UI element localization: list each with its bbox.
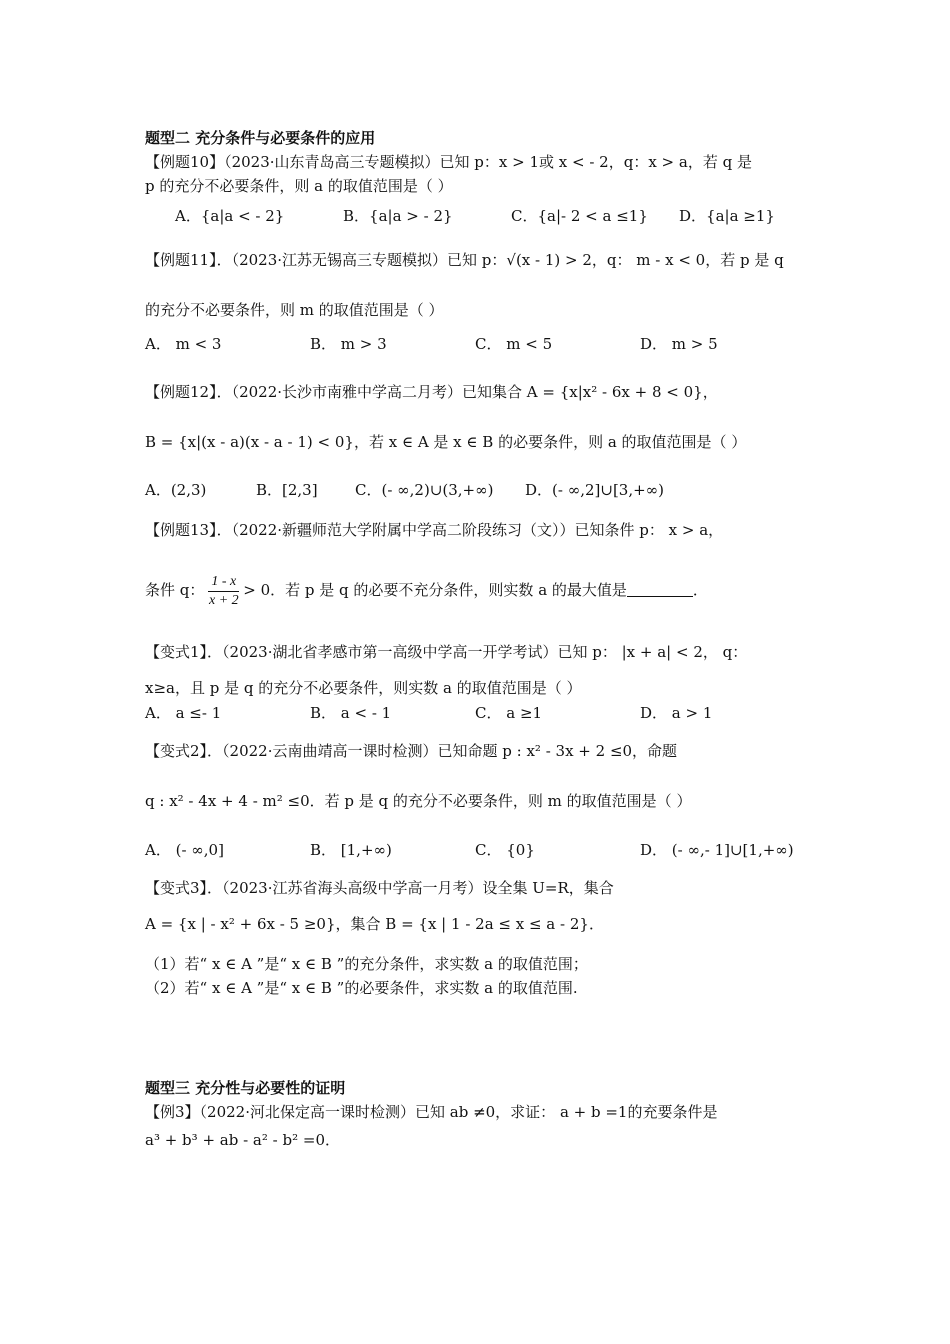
variant-2-option-c: C． {0} <box>475 841 535 859</box>
example-11-option-b: B． m > 3 <box>310 335 387 353</box>
fraction <box>208 573 239 610</box>
example-12-stem-cont: B = {x|(x - a)(x - a - 1) < 0}，若 x ∈ A 是 x ∈ B 的必要条件，则 a 的取值范围是（ ） <box>145 433 747 451</box>
example-13-question: > 0．若 p 是 q 的必要不充分条件，则实数 a 的最大值是 <box>243 581 627 599</box>
variant-3-stem: 【变式3】．（2023·江苏省海头高级中学高一月考）设全集 U=R，集合 <box>145 879 614 897</box>
example-11-stem: 【例题11】．（2023·江苏无锡高三专题模拟）已知 p：√(x - 1) > 2，q： m - x < 0，若 p 是 q <box>145 251 784 269</box>
variant-1-option-a: A． a ≤- 1 <box>145 704 222 722</box>
example-12-option-d: D．(- ∞,2]∪[3,+∞) <box>525 481 665 499</box>
section-title-2: 题型二 充分条件与必要条件的应用 <box>145 129 376 147</box>
example-10-option-c: C．{a|- 2 < a ≤1} <box>511 207 648 225</box>
example-3-stem: 【例3】（2022·河北保定高一课时检测）已知 ab ≠0，求证： a + b =1的充要条件是 <box>145 1103 718 1121</box>
fraction-denominator: x + 2 <box>208 592 239 608</box>
example-13-stem: 【例题13】．（2022·新疆师范大学附属中学高二阶段练习（文））已知条件 p： x > a， <box>145 521 724 539</box>
variant-3-sets: A = {x | - x² + 6x - 5 ≥0}，集合 B = {x | 1 - 2a ≤ x ≤ a - 2}． <box>145 915 604 933</box>
example-11-option-c: C． m < 5 <box>475 335 553 353</box>
section-title-3: 题型三 充分性与必要性的证明 <box>145 1079 346 1097</box>
example-10-stem: 【例题10】（2023·山东青岛高三专题模拟）已知 p：x > 1或 x < - 2，q：x > a，若 q 是 <box>145 153 752 171</box>
example-11-option-a: A． m < 3 <box>145 335 222 353</box>
example-11-option-d: D． m > 5 <box>640 335 718 353</box>
example-10-option-b: B．{a|a > - 2} <box>343 207 453 225</box>
variant-2-stem: 【变式2】．（2022·云南曲靖高一课时检测）已知命题 p : x² - 3x + 2 ≤0，命题 <box>145 742 678 760</box>
answer-blank <box>627 582 693 597</box>
example-12-option-b: B．[2,3] <box>256 481 318 499</box>
variant-1-stem-cont: x≥a，且 p 是 q 的充分不必要条件，则实数 a 的取值范围是（ ） <box>145 679 582 697</box>
example-10-stem-cont: p 的充分不必要条件，则 a 的取值范围是（ ） <box>145 177 453 195</box>
variant-1-option-d: D． a > 1 <box>640 704 713 722</box>
fraction-numerator: 1 - x <box>208 573 239 592</box>
variant-1-stem: 【变式1】．（2023·湖北省孝感市第一高级中学高一开学考试）已知 p： |x + a| < 2， q： <box>145 643 748 661</box>
variant-3-question-2: （2）若“ x ∈ A ”是“ x ∈ B ”的必要条件，求实数 a 的取值范围. <box>145 979 578 997</box>
variant-2-stem-cont: q : x² - 4x + 4 - m² ≤0．若 p 是 q 的充分不必要条件，则 m 的取值范围是（ ） <box>145 792 692 810</box>
variant-1-option-b: B． a < - 1 <box>310 704 392 722</box>
variant-3-question-1: （1）若“ x ∈ A ”是“ x ∈ B ”的充分条件，求实数 a 的取值范围； <box>145 955 588 973</box>
variant-2-option-b: B． [1,+∞) <box>310 841 392 859</box>
example-10-option-a: A．{a|a < - 2} <box>175 207 285 225</box>
example-10-option-d: D．{a|a ≥1} <box>679 207 775 225</box>
example-13-end: ． <box>692 581 708 599</box>
example-12-option-c: C．(- ∞,2)∪(3,+∞) <box>355 481 494 499</box>
example-3-equation: a³ + b³ + ab - a² - b² =0． <box>145 1131 340 1149</box>
example-12-stem: 【例题12】．（2022·长沙市南雅中学高二月考）已知集合 A = {x|x² - 6x + 8 < 0}， <box>145 383 718 401</box>
example-13-stem-cont <box>145 570 708 610</box>
example-12-option-a: A．(2,3) <box>145 481 207 499</box>
example-13-condition-q: 条件 q： <box>145 581 205 599</box>
variant-1-option-c: C． a ≥1 <box>475 704 543 722</box>
variant-2-option-a: A． (- ∞,0] <box>145 841 224 859</box>
variant-2-option-d: D． (- ∞,- 1]∪[1,+∞) <box>640 841 794 859</box>
example-11-stem-cont: 的充分不必要条件，则 m 的取值范围是（ ） <box>145 301 444 319</box>
